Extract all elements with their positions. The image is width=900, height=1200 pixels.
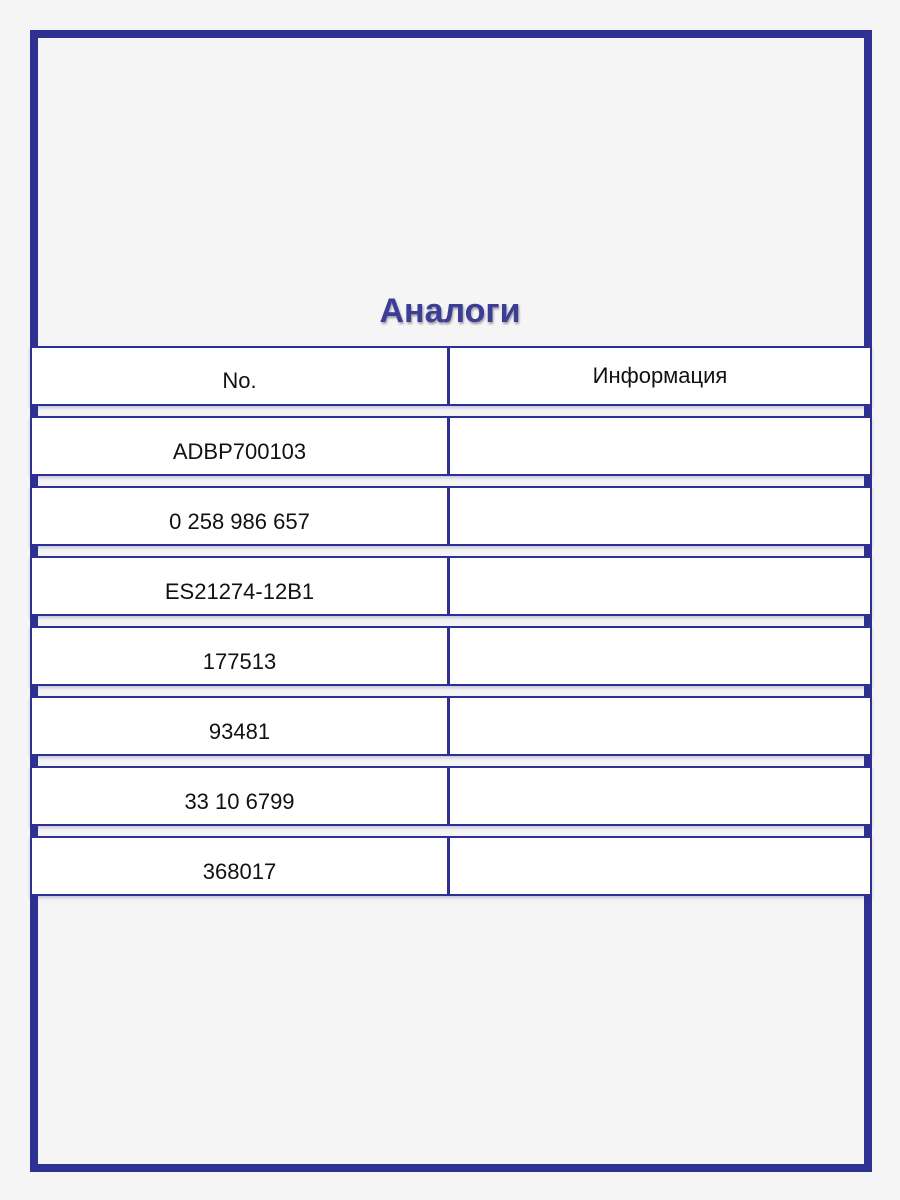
part-number-cell: 177513 (30, 628, 450, 684)
table-row (30, 766, 872, 826)
information-cell (450, 628, 872, 684)
table-row (30, 416, 872, 476)
table-header-row (30, 346, 872, 406)
information-cell (450, 558, 872, 614)
part-number-cell: 0 258 986 657 (30, 488, 450, 544)
information-cell (450, 698, 872, 754)
page-title: Аналоги (379, 292, 521, 330)
table-row (30, 696, 872, 756)
part-number-cell: ES21274-12B1 (30, 558, 450, 614)
table-row (30, 836, 872, 896)
information-cell (450, 418, 872, 474)
table-row (30, 626, 872, 686)
information-cell (450, 838, 872, 894)
part-number-cell: 93481 (30, 698, 450, 754)
header-information: Информация (450, 348, 872, 404)
table-row (30, 486, 872, 546)
part-number-cell: ADBP700103 (30, 418, 450, 474)
information-cell (450, 488, 872, 544)
part-number-cell: 368017 (30, 838, 450, 894)
table-row (30, 556, 872, 616)
information-cell (450, 768, 872, 824)
header-number: No. (30, 348, 450, 404)
analogs-table (30, 346, 872, 906)
part-number-cell: 33 10 6799 (30, 768, 450, 824)
